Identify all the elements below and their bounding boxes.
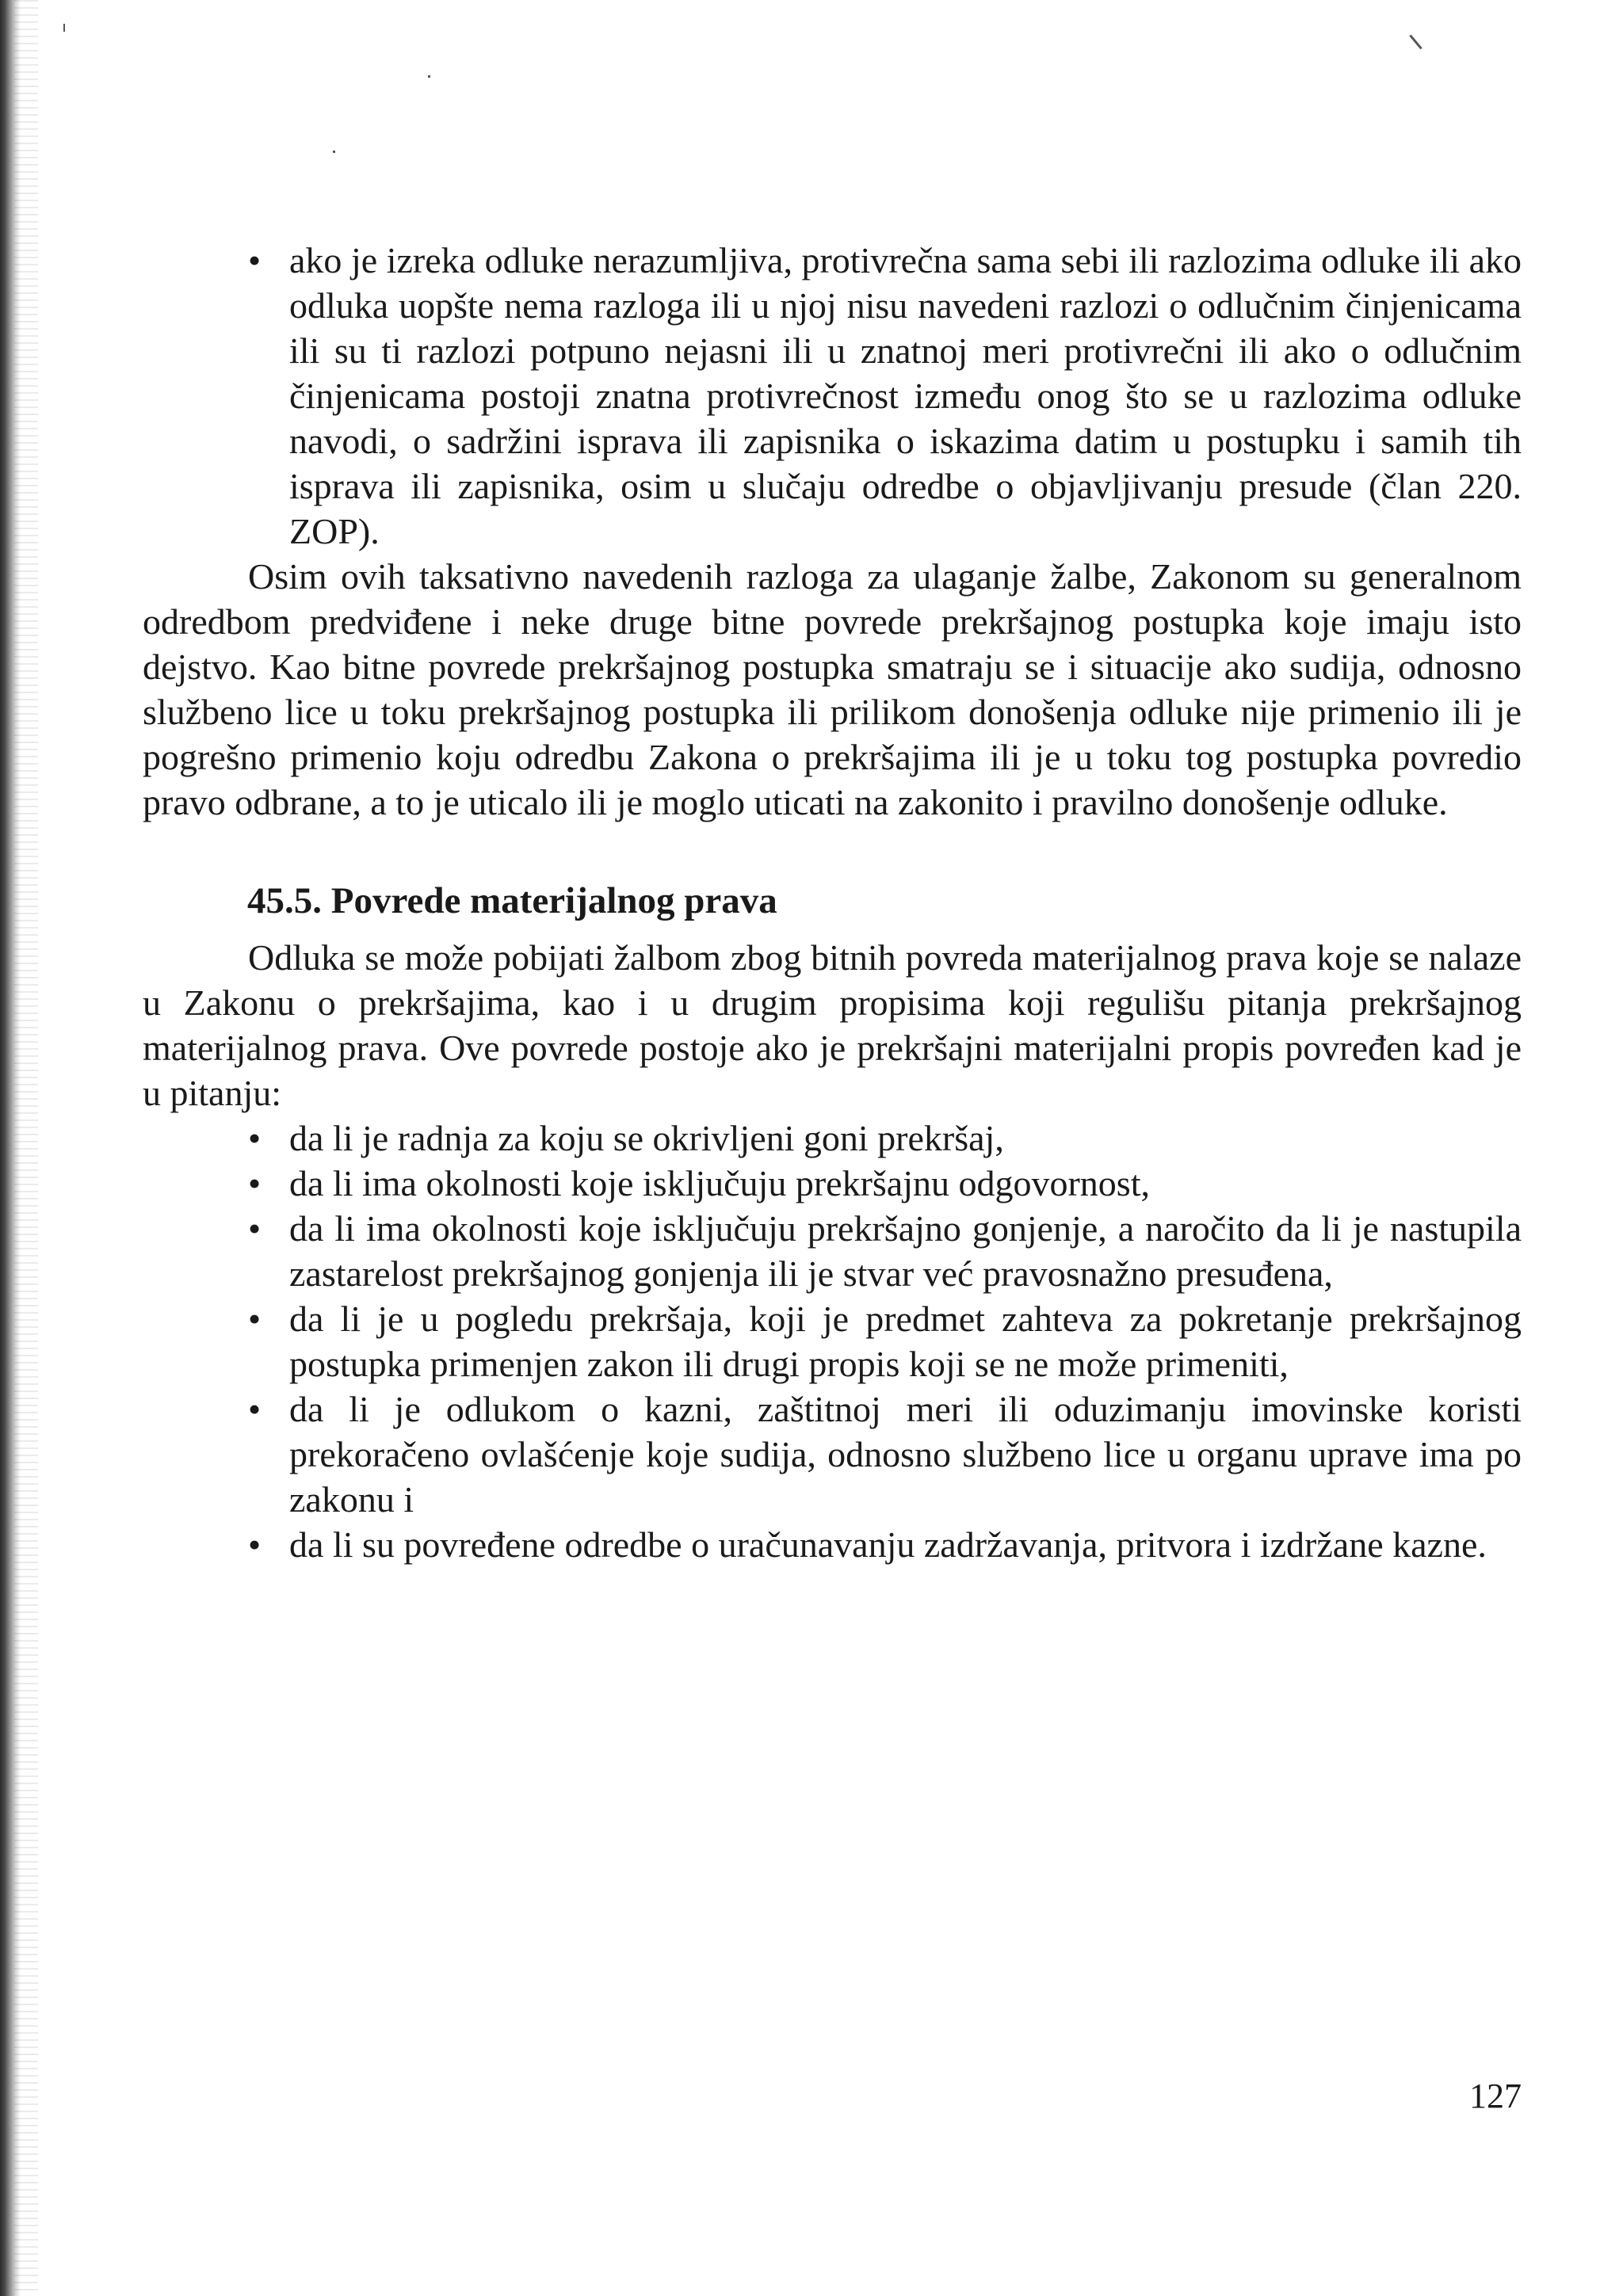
- bullet-icon: •: [248, 1389, 262, 1429]
- list-item-text: da li je u pogledu prekršaja, koji je predmet zahteva za pokretanje prekršajnog postupka primenjen zakon ili drugi propis koji se ne može primeniti,: [289, 1299, 1522, 1384]
- body-paragraph: Osim ovih taksativno navedenih razloga za ulaganje žalbe, Zakonom su generalnom odredbom predviđene i neke druge bitne povrede prekršajnog postupka koje imaju isto dejstvo. Kao bitne povrede prekršajnog postupka smatraju se i situacije ako sudija, odnosno službeno lice u toku prekršajnog postupka ili prilikom donošenja odluke nije primenio ili je pogrešno primenio koju odredbu Zakona o prekršajima ili je u toku tog postupka povredio pravo odbrane, a to je uticalo ili je moglo uticati na zakonito i pravilno donošenje odluke.: [143, 556, 1522, 822]
- document-page: [143, 238, 1522, 1567]
- scan-speck: [63, 24, 65, 32]
- scan-speck: [1409, 35, 1422, 50]
- list-item-text: da li ima okolnosti koje isključuju prekršajno gonjenje, a naročito da li je nastupila zastarelost prekršajnog gonjenja ili je stvar već pravosnažno presuđena,: [289, 1208, 1522, 1294]
- list-item: [143, 1386, 1522, 1522]
- page-number: 127: [1469, 2077, 1522, 2115]
- list-item: [143, 1522, 1522, 1567]
- list-item: [143, 1161, 1522, 1206]
- violations-list: [143, 1116, 1522, 1567]
- bullet-icon: •: [248, 240, 262, 280]
- list-item-text: da li je odlukom o kazni, zaštitnoj meri ili oduzimanju imovinske koristi prekoračeno ovlašćenje koje sudija, odnosno službeno lice u organu uprave ima po zakonu i: [289, 1389, 1522, 1520]
- scan-speck: [333, 151, 335, 153]
- section-intro-paragraph: Odluka se može pobijati žalbom zbog bitnih povreda materijalnog prava koje se nalaze u Zakonu o prekršajima, kao i u drugim propisima koji regulišu pitanja prekršajnog materijalnog prava. Ove povrede postoje ako je prekršajni materijalni propis povređen kad je u pitanju:: [143, 937, 1522, 1113]
- list-item-text: da li je radnja za koju se okrivljeni goni prekršaj,: [289, 1118, 1004, 1158]
- bullet-icon: •: [248, 1208, 262, 1249]
- scan-edge-noise: [14, 0, 38, 2296]
- list-item: [143, 1296, 1522, 1386]
- section-heading: 45.5. Povrede materijalnog prava: [247, 880, 777, 921]
- intro-bullet-text: ako je izreka odluke nerazumljiva, protivrečna sama sebi ili razlozima odluke ili ako odluka uopšte nema razloga ili u njoj nisu navedeni razlozi o odlučnim činjenicama ili su ti razlozi potpuno nejasni ili u znatnoj meri protivrečni ili ako o odlučnim činjenicama postoji znatna protivrečnost između onog što se u razlozima odluke navodi, o sadržini isprava ili zapisnika o iskazima datim u postupku i samih tih isprava ili zapisnika, osim u slučaju odredbe o objavljivanju presude (član 220. ZOP).: [289, 240, 1522, 551]
- bullet-icon: •: [248, 1524, 262, 1565]
- intro-bullet-item: [143, 238, 1522, 554]
- list-item-text: da li ima okolnosti koje isključuju prekršajnu odgovornost,: [289, 1163, 1150, 1203]
- scan-speck: [428, 75, 430, 78]
- list-item: [143, 1206, 1522, 1296]
- bullet-icon: •: [248, 1118, 262, 1158]
- list-item: [143, 1116, 1522, 1161]
- list-item-text: da li su povređene odredbe o uračunavanju zadržavanja, pritvora i izdržane kazne.: [289, 1524, 1487, 1565]
- bullet-icon: •: [248, 1299, 262, 1339]
- bullet-icon: •: [248, 1163, 262, 1203]
